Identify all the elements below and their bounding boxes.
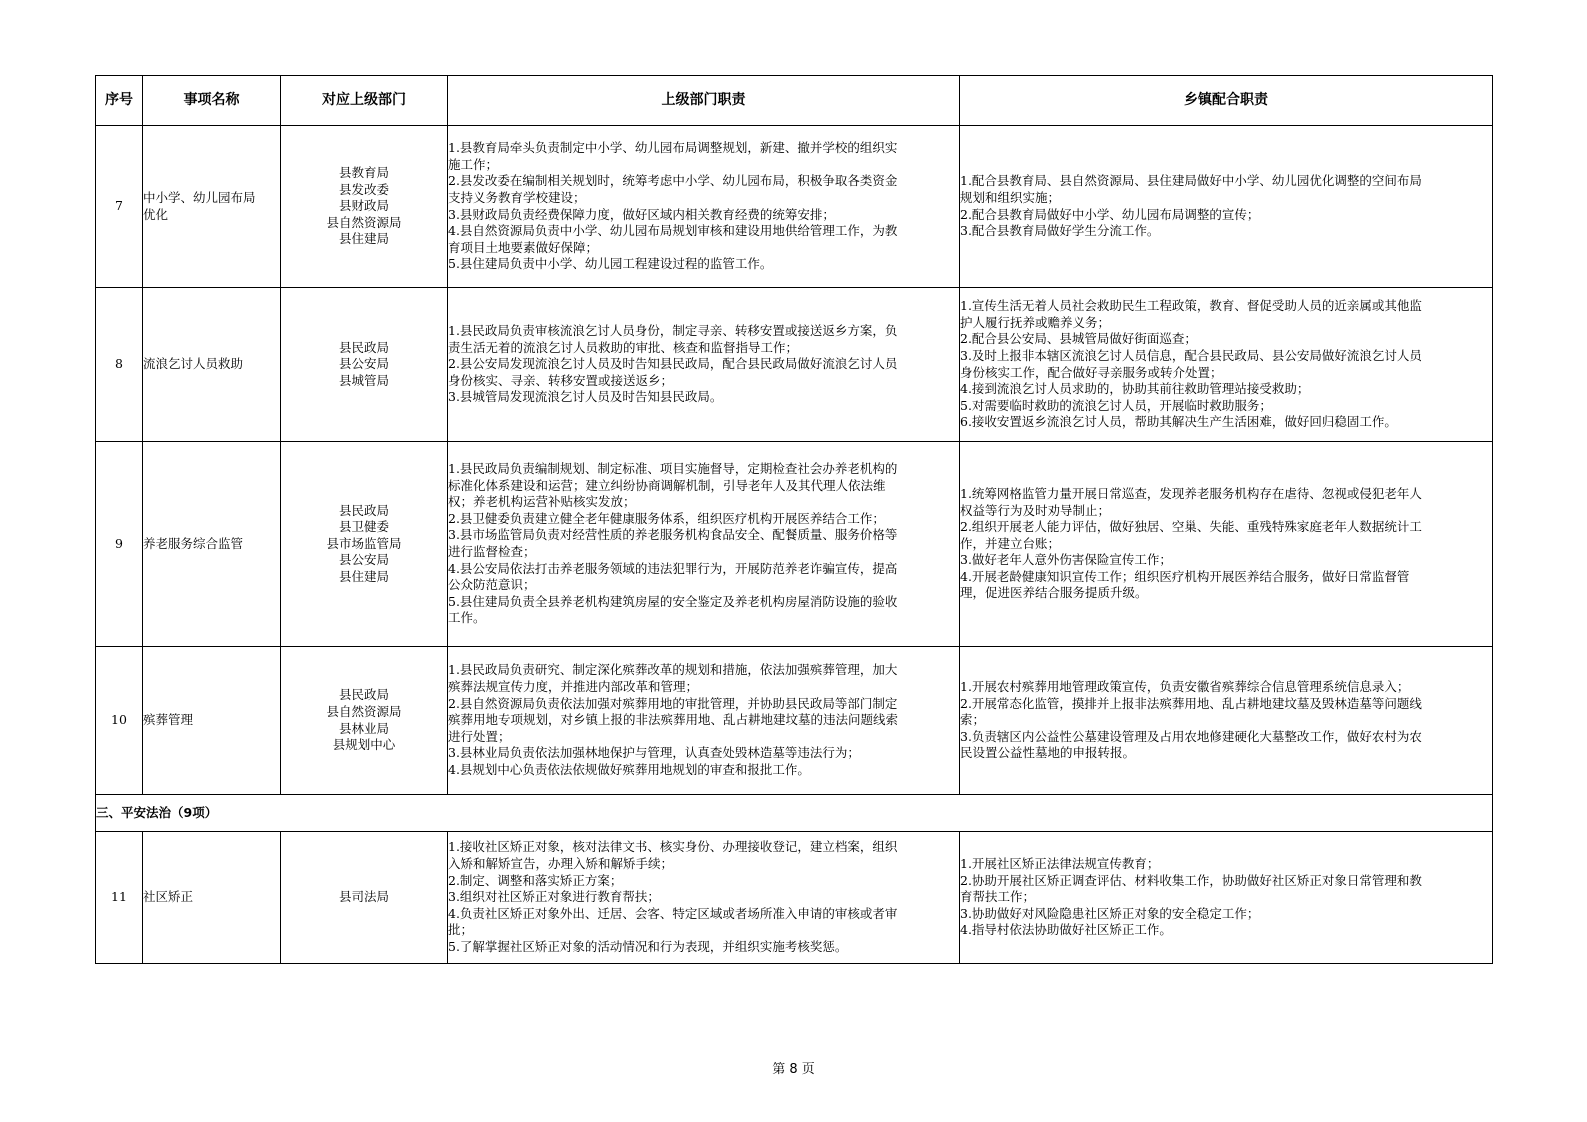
- duty-line: 1.县民政局负责研究、制定深化殡葬改革的规划和措施，依法加强殡葬管理，加大: [448, 662, 898, 678]
- duty-line: 2.配合县教育局做好中小学、幼儿园布局调整的宣传；: [960, 206, 1260, 222]
- dept-line: 县住建局: [338, 231, 389, 247]
- duty-line: 5.县住建局负责中小学、幼儿园工程建设过程的监管工作。: [448, 256, 773, 272]
- town-duty-cell: [960, 647, 1493, 795]
- dept-line: 县发改委: [338, 181, 389, 197]
- duty-line: 作，并建立台账；: [960, 535, 1061, 551]
- duty-line: 支持义务教育学校建设；: [448, 189, 586, 205]
- section-title: 三、平安法治（9项）: [96, 795, 1493, 832]
- item-name-line: 流浪乞讨人员救助: [143, 356, 244, 372]
- duty-line: 5.县住建局负责全县养老机构建筑房屋的安全鉴定及养老机构房屋消防设施的验收: [448, 593, 898, 609]
- duty-line: 殡葬用地专项规划，对乡镇上报的非法殡葬用地、乱占耕地建坟墓的违法问题线索: [448, 712, 899, 728]
- dept-line: 县住建局: [338, 568, 389, 584]
- table-row: [96, 126, 1493, 288]
- duty-line: 5.对需要临时救助的流浪乞讨人员，开展临时救助服务；: [960, 397, 1272, 413]
- upper-duty-cell: [448, 832, 960, 964]
- duty-line: 1.配合县教育局、县自然资源局、县住建局做好中小学、幼儿园优化调整的空间布局: [960, 173, 1422, 189]
- duty-line: 6.接收安置返乡流浪乞讨人员，帮助其解决生产生活困难，做好回归稳固工作。: [960, 414, 1397, 430]
- duty-line: 2.协助开展社区矫正调查评估、材料收集工作，协助做好社区矫正对象日常管理和教: [960, 872, 1422, 888]
- duty-line: 1.统筹网格监管力量开展日常巡查，发现养老服务机构存在虐待、忽视或侵犯老年人: [960, 485, 1422, 501]
- duty-line: 3.负责辖区内公益性公墓建设管理及占用农地修建硬化大墓整改工作，做好农村为农: [960, 728, 1422, 744]
- duty-line: 2.县自然资源局负责依法加强对殡葬用地的审批管理，并协助县民政局等部门制定: [448, 695, 898, 711]
- dept-cell: [281, 288, 448, 442]
- row-num: 8: [96, 288, 143, 442]
- row-num: 11: [96, 832, 143, 964]
- duty-line: 3.做好老年人意外伤害保险宣传工作；: [960, 552, 1172, 568]
- duty-line: 3.配合县教育局做好学生分流工作。: [960, 223, 1160, 239]
- dept-cell: [281, 832, 448, 964]
- item-name: [143, 126, 281, 288]
- table-row: [96, 442, 1493, 647]
- item-name-line: 社区矫正: [143, 889, 194, 905]
- dept-line: 县卫健委: [338, 519, 389, 535]
- table-row: [96, 832, 1493, 964]
- upper-duty-cell: [448, 647, 960, 795]
- page-number: 第 8 页: [772, 1062, 815, 1077]
- row-num: 7: [96, 126, 143, 288]
- duty-line: 3.县林业局负责依法加强林地保护与管理，认真查处毁林造墓等违法行为；: [448, 745, 860, 761]
- item-name: [143, 288, 281, 442]
- table-header-row: [96, 76, 1493, 126]
- section-row: [96, 795, 1493, 832]
- dept-line: 县教育局: [338, 165, 389, 181]
- duty-line: 育帮扶工作；: [960, 889, 1036, 905]
- duty-line: 1.接收社区矫正对象，核对法律文书、核实身份、办理接收登记，建立档案，组织: [448, 839, 898, 855]
- duty-line: 标准化体系建设和运营；建立纠纷协商调解机制，引导老年人及其代理人依法维: [448, 477, 886, 493]
- town-duty-cell: [960, 832, 1493, 964]
- header-dept: 对应上级部门: [281, 76, 448, 126]
- dept-line: 县林业局: [338, 720, 389, 736]
- duty-line: 2.制定、调整和落实矫正方案；: [448, 872, 623, 888]
- duty-line: 1.县民政局负责审核流浪乞讨人员身份，制定寻亲、转移安置或接送返乡方案，负: [448, 323, 898, 339]
- row-num: 10: [96, 647, 143, 795]
- item-name: [143, 832, 281, 964]
- header-upper-duty: 上级部门职责: [448, 76, 960, 126]
- duty-line: 3.县财政局负责经费保障力度，做好区域内相关教育经费的统筹安排；: [448, 206, 835, 222]
- dept-line: 县自然资源局: [326, 214, 402, 230]
- item-name-line: 优化: [143, 206, 169, 222]
- duty-line: 3.协助做好对风险隐患社区矫正对象的安全稳定工作；: [960, 905, 1260, 921]
- duty-line: 1.开展社区矫正法律法规宣传教育；: [960, 856, 1160, 872]
- duty-line: 4.负责社区矫正对象外出、迁居、会客、特定区域或者场所准入申请的审核或者审: [448, 905, 898, 921]
- dept-line: 县财政局: [338, 198, 389, 214]
- item-name-line: 中小学、幼儿园布局: [143, 189, 256, 205]
- upper-duty-cell: [448, 126, 960, 288]
- dept-line: 县司法局: [338, 889, 389, 905]
- duty-line: 身份核实、寻亲、转移安置或接送返乡；: [448, 372, 674, 388]
- dept-line: 县自然资源局: [326, 703, 402, 719]
- duty-line: 进行监督检查；: [448, 544, 536, 559]
- table-row: [96, 288, 1493, 442]
- duty-line: 1.县民政局负责编制规划、制定标准、项目实施督导，定期检查社会办养老机构的: [448, 461, 898, 477]
- town-duty-cell: [960, 126, 1493, 288]
- duty-line: 3.及时上报非本辖区流浪乞讨人员信息，配合县民政局、县公安局做好流浪乞讨人员: [960, 347, 1422, 363]
- dept-line: 县民政局: [338, 687, 389, 703]
- item-name-line: 殡葬管理: [143, 712, 194, 728]
- duty-line: 4.接到流浪乞讨人员求助的，协助其前往救助管理站接受救助；: [960, 381, 1310, 397]
- duty-line: 殡葬法规宣传力度，并推进内部改革和管理；: [448, 679, 699, 695]
- upper-duty-cell: [448, 288, 960, 442]
- duty-line: 理，促进医养结合服务提质升级。: [960, 585, 1148, 601]
- duty-line: 权；养老机构运营补贴核实发放；: [448, 494, 636, 510]
- dept-cell: [281, 442, 448, 647]
- duty-line: 2.配合县公安局、县城管局做好街面巡查；: [960, 331, 1197, 347]
- duty-line: 进行处置；: [448, 728, 511, 744]
- duty-line: 4.开展老龄健康知识宣传工作；组织医疗机构开展医养结合服务，做好日常监督管: [960, 568, 1410, 584]
- duty-line: 2.开展常态化监管，摸排并上报非法殡葬用地、乱占耕地建坟墓及毁林造墓等问题线: [960, 695, 1422, 711]
- duty-line: 责生活无着的流浪乞讨人员救助的审批、核查和监督指导工作；: [448, 339, 799, 355]
- dept-line: 县城管局: [338, 372, 389, 388]
- duty-line: 公众防范意识；: [448, 577, 536, 593]
- town-duty-cell: [960, 442, 1493, 647]
- header-name: 事项名称: [143, 76, 281, 126]
- duty-line: 3.组织对社区矫正对象进行教育帮扶；: [448, 889, 660, 905]
- dept-line: 县公安局: [338, 552, 389, 568]
- duty-line: 1.县教育局牵头负责制定中小学、幼儿园布局调整规划，新建、撤并学校的组织实: [448, 140, 898, 156]
- duty-line: 规划和组织实施；: [960, 189, 1061, 205]
- duty-line: 身份核实工作，配合做好寻亲服务或转介处置；: [960, 364, 1223, 380]
- dept-cell: [281, 647, 448, 795]
- duty-line: 施工作；: [448, 156, 499, 172]
- duty-line: 2.县公安局发现流浪乞讨人员及时告知县民政局，配合县民政局做好流浪乞讨人员: [448, 356, 898, 372]
- duty-line: 入矫和解矫宣告，办理入矫和解矫手续；: [448, 856, 674, 872]
- upper-duty-cell: [448, 442, 960, 647]
- duty-line: 护人履行抚养或赡养义务；: [960, 314, 1111, 330]
- dept-line: 县规划中心: [332, 737, 396, 753]
- dept-cell: [281, 126, 448, 288]
- duty-line: 索；: [960, 712, 986, 728]
- duty-line: 民设置公益性墓地的申报转报。: [960, 745, 1136, 761]
- town-duty-cell: [960, 288, 1493, 442]
- duty-line: 2.县发改委在编制相关规划时，统筹考虑中小学、幼儿园布局，积极争取各类资金: [448, 173, 898, 189]
- dept-line: 县民政局: [338, 339, 389, 355]
- duty-line: 2.县卫健委负责建立健全老年健康服务体系，组织医疗机构开展医养结合工作；: [448, 510, 885, 526]
- duty-table: [95, 75, 1493, 964]
- duty-line: 4.县规划中心负责依法依规做好殡葬用地规划的审查和报批工作。: [448, 761, 810, 777]
- dept-line: 县公安局: [338, 356, 389, 372]
- item-name: [143, 442, 281, 647]
- duty-line: 1.宣传生活无着人员社会救助民生工程政策，教育、督促受助人员的近亲属或其他监: [960, 298, 1422, 314]
- table-row: [96, 647, 1493, 795]
- duty-line: 1.开展农村殡葬用地管理政策宣传，负责安徽省殡葬综合信息管理系统信息录入；: [960, 679, 1410, 695]
- dept-line: 县市场监管局: [326, 535, 402, 551]
- duty-line: 5.了解掌握社区矫正对象的活动情况和行为表现，并组织实施考核奖惩。: [448, 938, 848, 954]
- duty-line: 3.县市场监管局负责对经营性质的养老服务机构食品安全、配餐质量、服务价格等: [448, 527, 898, 543]
- row-num: 9: [96, 442, 143, 647]
- header-town-duty: 乡镇配合职责: [960, 76, 1493, 126]
- duty-line: 2.组织开展老人能力评估，做好独居、空巢、失能、重残特殊家庭老年人数据统计工: [960, 519, 1422, 535]
- duty-line: 3.县城管局发现流浪乞讨人员及时告知县民政局。: [448, 389, 723, 405]
- header-num: 序号: [96, 76, 143, 126]
- dept-line: 县民政局: [338, 502, 389, 518]
- duty-line: 4.县公安局依法打击养老服务领域的违法犯罪行为，开展防范养老诈骗宣传，提高: [448, 560, 898, 576]
- duty-line: 育项目土地要素做好保障；: [448, 239, 599, 255]
- item-name-line: 养老服务综合监管: [143, 535, 244, 551]
- duty-line: 工作。: [448, 610, 486, 626]
- duty-line: 4.指导村依法协助做好社区矫正工作。: [960, 922, 1172, 938]
- duty-line: 4.县自然资源局负责中小学、幼儿园布局规划审核和建设用地供给管理工作，为教: [448, 223, 898, 239]
- duty-line: 批；: [448, 922, 474, 938]
- item-name: [143, 647, 281, 795]
- duty-line: 权益等行为及时劝导制止；: [960, 502, 1111, 518]
